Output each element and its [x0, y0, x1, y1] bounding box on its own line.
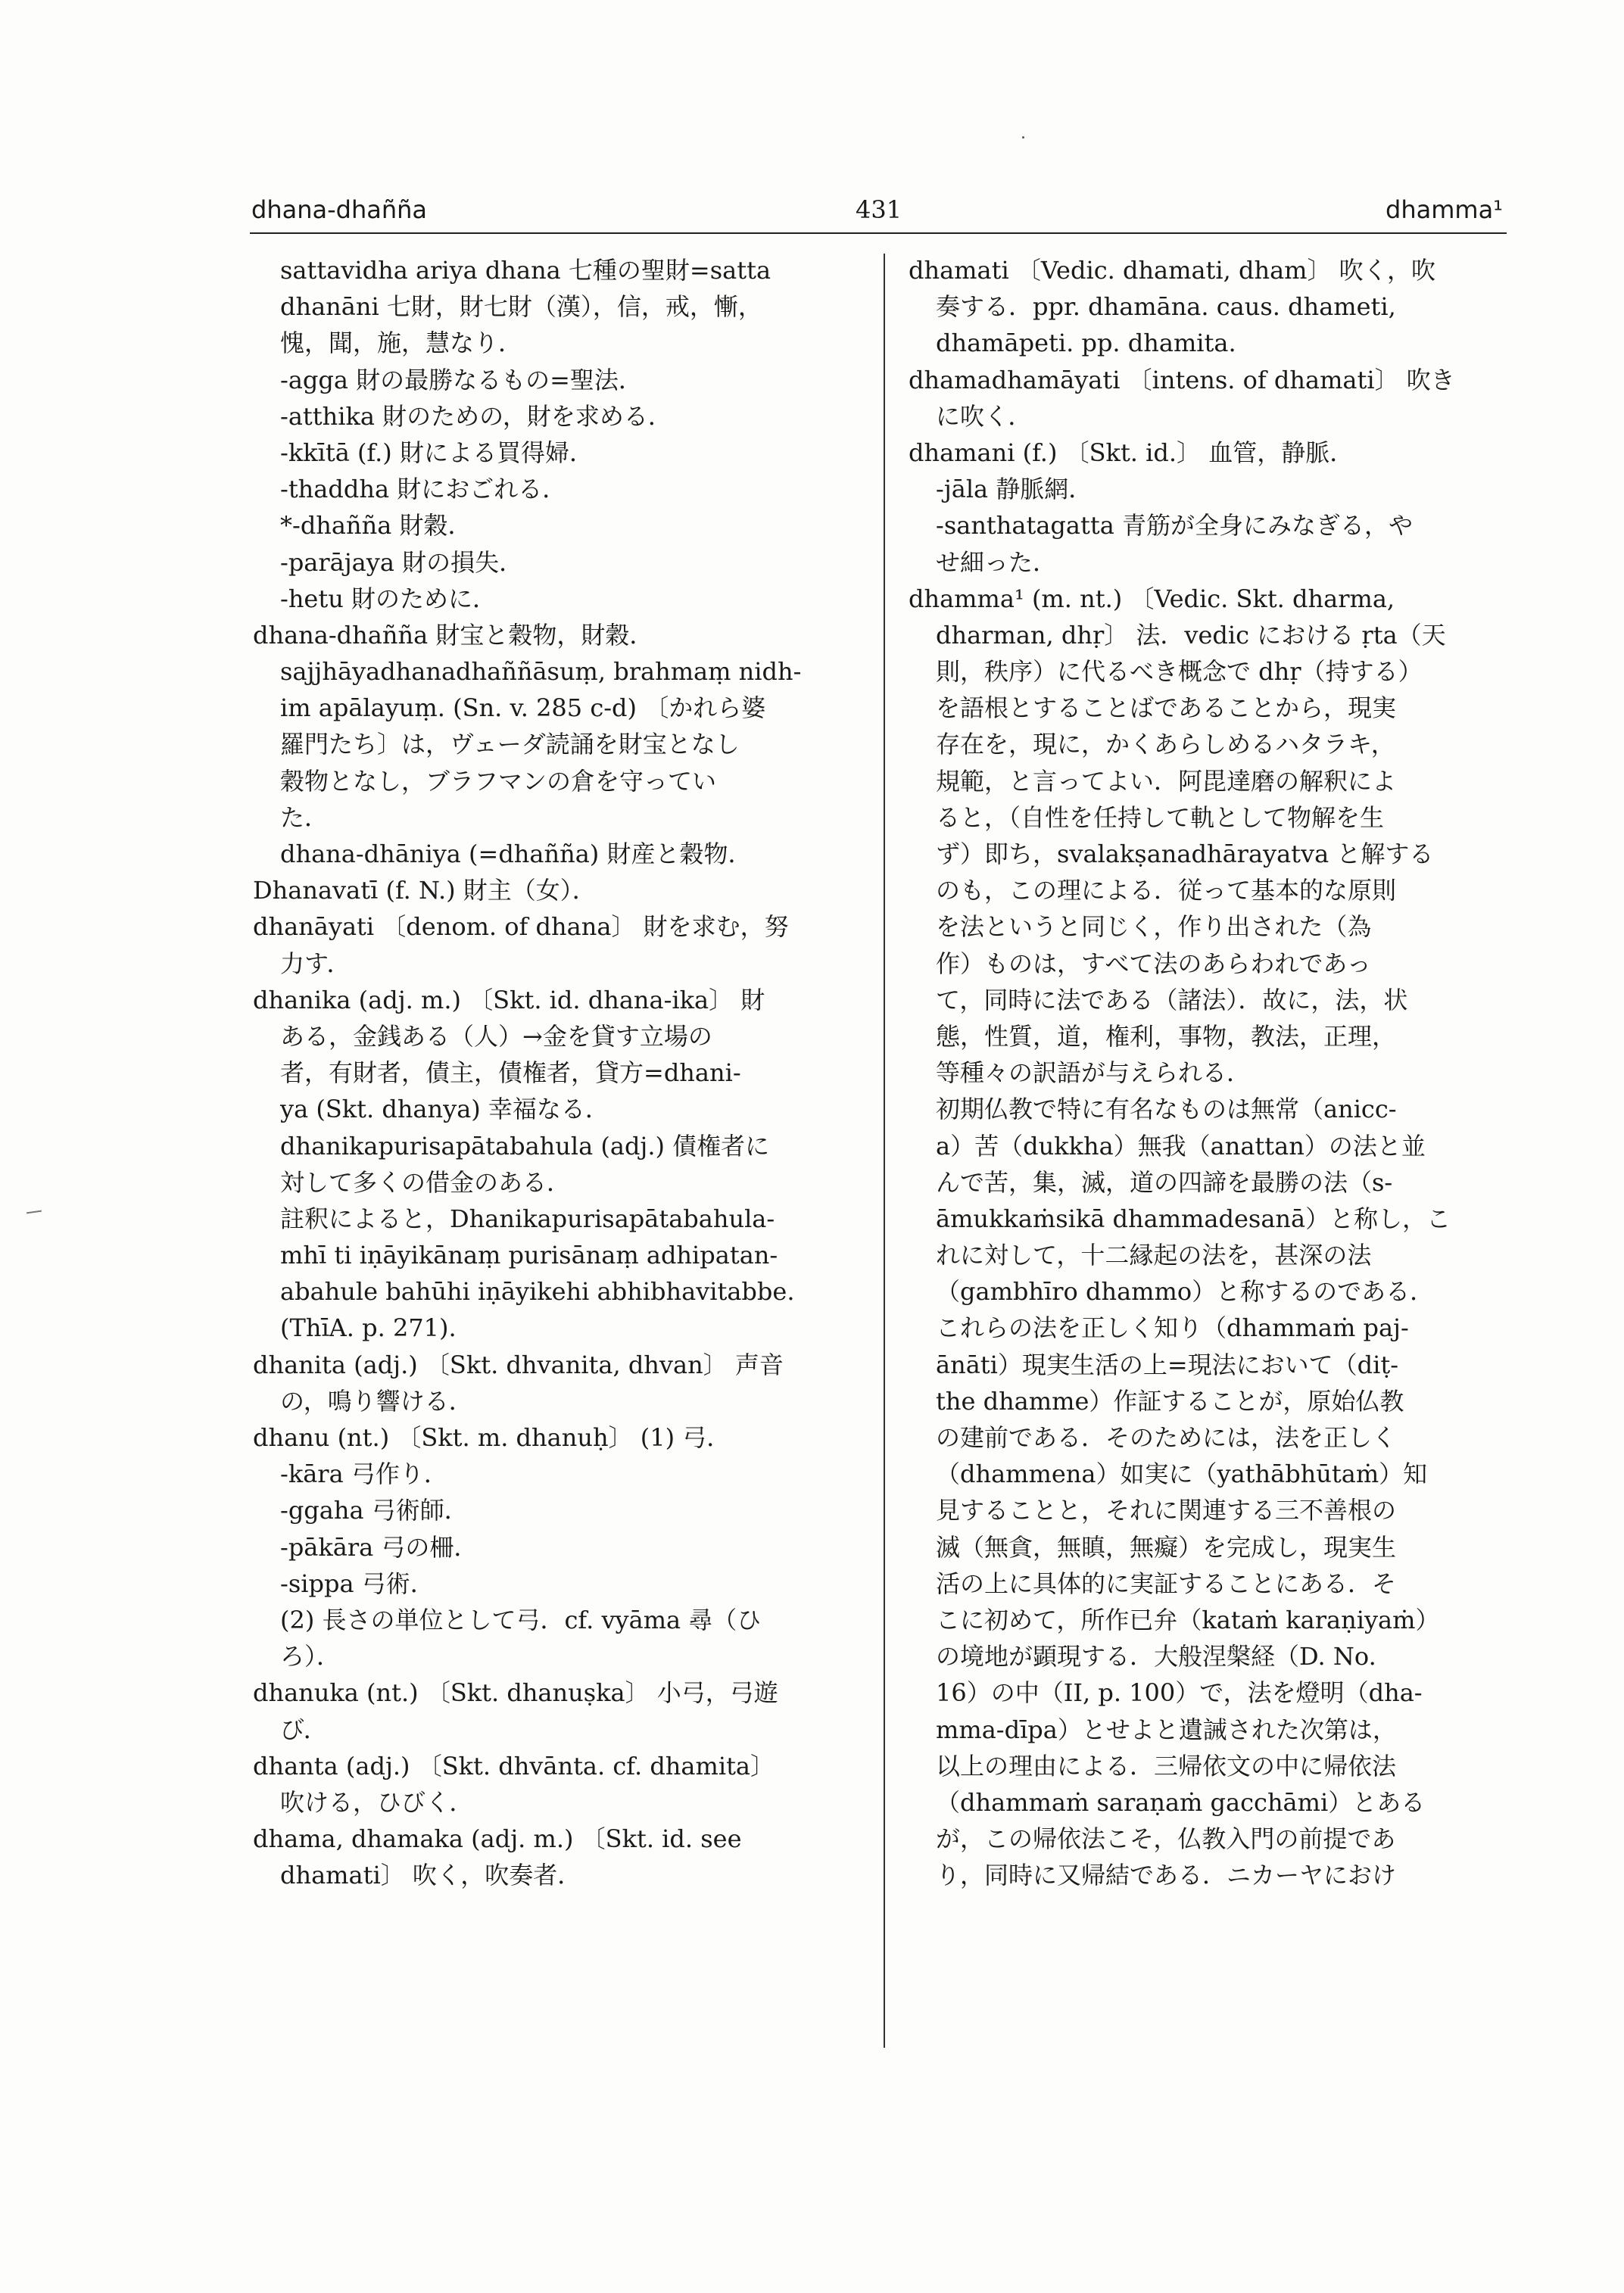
text-line: -atthika 財のための，財を求める． [280, 401, 672, 431]
text-line: り，同時に又帰結である．ニカーヤにおけ [936, 1861, 1397, 1890]
scan-speck [1022, 136, 1024, 139]
text-line: sattavidha ariya dhana 七種の聖財=satta [280, 256, 771, 285]
text-line: -kkītā (f.) 財による買得婦． [280, 438, 594, 467]
text-line: *-dhañña 財穀． [280, 511, 472, 541]
text-line: れに対して，十二縁起の法を，甚深の法 [936, 1241, 1372, 1270]
text-line: a）苦（dukkha）無我（anattan）の法と並 [936, 1131, 1426, 1161]
text-line: dhanta (adj.) 〔Skt. dhvānta. cf. dhamita〕 [253, 1751, 775, 1781]
text-line: 対して多くの借金のある． [280, 1167, 572, 1197]
text-line: dhanita (adj.) 〔Skt. dhvanita, dhvan〕 声音 [253, 1350, 784, 1379]
text-line: ず）即ち，svalakṣanadhārayatva と解する [936, 840, 1434, 868]
text-line: の，鳴り響ける． [280, 1386, 473, 1416]
text-line: -pākāra 弓の柵． [280, 1532, 478, 1562]
text-line: （gambhīro dhammo）と称するのである． [936, 1277, 1435, 1307]
text-line: 存在を，現に，かくあらしめるハタラキ， [936, 730, 1395, 759]
text-line: dhamati〕 吹く，吹奏者． [280, 1861, 582, 1890]
text-line: dhamāpeti. pp. dhamita. [936, 329, 1236, 358]
text-line: 以上の理由による．三帰依文の中に帰依法 [936, 1751, 1397, 1781]
text-line: 奏する．ppr. dhamāna. caus. dhameti, [936, 292, 1396, 322]
text-line: -agga 財の最勝なるもの=聖法． [280, 365, 643, 394]
text-line: 態，性質，道，権利，事物，教法，正理， [936, 1021, 1397, 1051]
text-line: ある，金銭ある（人）→金を貸す立場の [280, 1021, 712, 1051]
left-column [253, 252, 855, 1893]
text-line: 規範，と言ってよい．阿毘達磨の解釈によ [936, 766, 1397, 796]
text-line: dhamma¹ (m. nt.) 〔Vedic. Skt. dharma, [909, 584, 1395, 613]
text-line: dhamani (f.) 〔Skt. id.〕 血管，静脈． [909, 438, 1354, 467]
text-line: を法というと同じく，作り出された（為 [936, 912, 1372, 942]
text-line: mma-dīpa）とせよと遺誡された次第は， [936, 1715, 1397, 1744]
text-line: 羅門たち〕は，ヴェーダ読誦を財宝となし [280, 730, 740, 759]
text-line: た． [280, 802, 329, 832]
text-line: び． [280, 1715, 328, 1744]
text-line: -sippa 弓術． [280, 1569, 435, 1598]
text-line: 者，有財者，債主，債権者，貸方=dhani- [280, 1058, 741, 1088]
text-line: Dhanavatī (f. N.) 財主（女）． [253, 876, 597, 905]
text-line: (ThīA. p. 271). [280, 1313, 457, 1343]
text-line: て，同時に法である（諸法）．故に，法，状 [936, 985, 1408, 1014]
text-line: im apālayuṃ. (Sn. v. 285 c-d) 〔かれら婆 [280, 693, 766, 723]
text-line: dhana-dhāniya (=dhañña) 財産と穀物． [280, 840, 753, 868]
text-line: ると，（自性を任持して軌として物解を生 [936, 802, 1385, 832]
text-line: dharman, dhṛ〕 法．vedic における ṛta（天 [936, 620, 1446, 650]
column-divider [884, 254, 885, 2048]
text-line: 活の上に具体的に実証することにある．そ [936, 1569, 1397, 1598]
text-line: 滅（無貪，無瞋，無癡）を完成し，現実生 [936, 1532, 1397, 1562]
text-line: 註釈によると，Dhanikapurisapātabahula- [280, 1204, 775, 1233]
header-rule [250, 232, 1507, 234]
text-line: dhanu (nt.) 〔Skt. m. dhanuḥ〕 (1) 弓． [253, 1423, 731, 1452]
text-line: -hetu 財のために． [280, 584, 497, 613]
page-number: 431 [856, 195, 902, 224]
text-line: the dhamme）作証することが，原始仏教 [936, 1386, 1404, 1416]
text-line: のも，この理による．従って基本的な原則 [936, 876, 1397, 905]
text-line: 力す． [280, 949, 351, 978]
text-line: 則，秩序）に代るべき概念で dhṛ（持する） [936, 657, 1423, 687]
text-line: ろ）． [280, 1642, 341, 1671]
running-header [0, 195, 1624, 233]
text-line: 等種々の訳語が与えられる． [936, 1058, 1252, 1088]
right-column [909, 252, 1507, 1893]
text-line: -parājaya 財の損失． [280, 547, 524, 577]
text-line: -thaddha 財におごれる． [280, 475, 567, 504]
header-last-entry: dhamma¹ [1386, 195, 1503, 224]
text-line: の建前である．そのためには，法を正しく [936, 1423, 1397, 1452]
text-line: dhanāni 七財，財七財（漢），信，戒，慚， [280, 292, 762, 322]
text-line: せ細った． [936, 547, 1058, 577]
text-line: -jāla 静脈網． [936, 475, 1093, 504]
text-line: （dhammaṁ saraṇaṁ gacchāmi）とある [936, 1787, 1426, 1817]
text-line: が，この帰依法こそ，仏教入門の前提であ [936, 1824, 1396, 1854]
text-line: 愧，聞，施，慧なり． [280, 329, 523, 358]
text-line: āmukkaṁsikā dhammadesanā）と称し，こ [936, 1204, 1451, 1233]
text-line: sajjhāyadhanadhaññāsuṃ, brahmaṃ nidh- [280, 657, 802, 687]
text-line: を語根とすることばであることから，現実 [936, 693, 1397, 723]
text-line: 穀物となし，ブラフマンの倉を守ってい [280, 766, 717, 796]
text-line: (2) 長さの単位として弓．cf. vyāma 尋（ひ [280, 1605, 762, 1634]
text-line: -ggaha 弓術師． [280, 1496, 469, 1525]
header-first-entry: dhana-dhañña [251, 195, 428, 224]
text-line: これらの法を正しく知り（dhammaṁ paj- [936, 1313, 1409, 1343]
text-line: に吹く． [936, 401, 1033, 431]
text-line: -kāra 弓作り． [280, 1460, 448, 1489]
text-line: 作）ものは，すべて法のあらわれであっ [936, 949, 1372, 978]
text-line: （dhammena）如実に（yathābhūtaṁ）知 [936, 1460, 1428, 1489]
text-line: 初期仏教で特に有名なものは無常（anicc- [936, 1095, 1397, 1124]
text-line: 吹ける，ひびく． [280, 1787, 474, 1817]
text-line: こに初めて，所作已弁（kataṁ karaṇiyaṁ） [936, 1605, 1440, 1634]
text-line: んで苦，集，滅，道の四諦を最勝の法（s- [936, 1167, 1393, 1197]
text-line: dhana-dhañña 財宝と穀物，財穀． [253, 620, 654, 650]
text-line: 見することと，それに関連する三不善根の [936, 1496, 1397, 1525]
text-line: dhanikapurisapātabahula (adj.) 債権者に [280, 1131, 770, 1161]
text-line: の境地が顕現する．大般涅槃経（D. No. [936, 1642, 1376, 1671]
text-line: 16）の中（II, p. 100）で，法を燈明（dha- [936, 1678, 1423, 1708]
text-line: dhanuka (nt.) 〔Skt. dhanuṣka〕 小弓，弓遊 [253, 1678, 778, 1708]
text-line: dhamati 〔Vedic. dhamati, dham〕 吹く，吹 [909, 256, 1436, 285]
text-line: -santhatagatta 青筋が全身にみなぎる，や [936, 511, 1413, 541]
text-line: dhanāyati 〔denom. of dhana〕 財を求む，努 [253, 912, 789, 942]
text-line: abahule bahūhi iṇāyikehi abhibhavitabbe. [280, 1277, 795, 1307]
text-line: ānāti）現実生活の上=現法において（diṭ- [936, 1350, 1399, 1379]
scan-mark [26, 1210, 42, 1214]
text-line: mhī ti iṇāyikānaṃ purisānaṃ adhipatan- [280, 1241, 778, 1270]
text-line: ya (Skt. dhanya) 幸福なる． [280, 1095, 609, 1124]
text-line: dhama, dhamaka (adj. m.) 〔Skt. id. see [253, 1824, 742, 1854]
text-line: dhanika (adj. m.) 〔Skt. id. dhana-ika〕 財 [253, 985, 765, 1014]
text-line: dhamadhamāyati 〔intens. of dhamati〕 吹き [909, 365, 1455, 394]
